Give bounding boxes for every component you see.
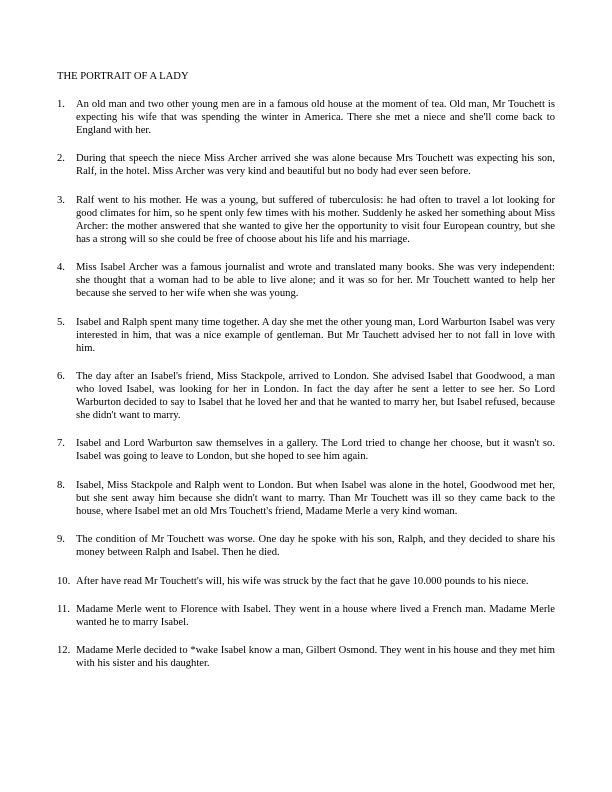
item-text: The day after an Isabel's friend, Miss Stackpole, arrived to London. She advised Isabel that Goodwood, a man who loved Isabel, was looking for her in London. In fact the day after he sent a letter to see her. So Lord Warburton decided to say to Isabel that he loved her and that he wanted to marry her, but Isabel refused, because she didn't want to marry.	[76, 370, 555, 421]
list-item	[57, 98, 555, 137]
item-number: 5.	[57, 316, 65, 328]
item-number: 7.	[57, 438, 65, 450]
item-text: Madame Merle went to Florence with Isabel. They went in a house where lived a French man. Madame Merle wanted he to marry Isabel.	[76, 603, 555, 628]
item-text: Isabel and Lord Warburton saw themselves in a gallery. The Lord tried to change her choose, but it wasn't so. Isabel was going to leave to London, but she hoped to see him again.	[76, 438, 555, 463]
item-text: After have read Mr Touchett's will, his wife was struck by the fact that he gave 10.000 pounds to his niece.	[76, 575, 529, 587]
item-number: 4.	[57, 262, 65, 274]
item-number: 12.	[57, 645, 71, 657]
item-number: 6.	[57, 370, 65, 382]
list-item	[57, 603, 555, 629]
list-item	[57, 533, 555, 559]
item-text: The condition of Mr Touchett was worse. One day he spoke with his son, Ralph, and they decided to share his money between Ralph and Isabel. Then he died.	[76, 534, 555, 559]
item-text: Isabel and Ralph spent many time together. A day she met the other young man, Lord Warburton Isabel was very interested in him, that was a nice example of gentleman. But Mr Tauchett advised her to not fall in love with him.	[76, 316, 555, 354]
item-number: 10.	[57, 575, 71, 587]
list-item	[57, 316, 555, 355]
list-item	[57, 644, 555, 670]
item-number: 11.	[57, 603, 70, 615]
item-text: An old man and two other young men are in a famous old house at the moment of tea. Old man, Mr Touchett is expecting his wife that was spending the winter in America. There she met a niece and she'll come back to England with her.	[76, 99, 555, 136]
document-title: THE PORTRAIT OF A LADY	[57, 71, 189, 82]
list-item	[57, 479, 555, 518]
list-item	[57, 370, 555, 422]
item-number: 1.	[57, 99, 65, 110]
item-text: Ralf went to his mother. He was a young, but suffered of tuberculosis: he had often to travel a lot looking for good climates for him, so he spent only few times with his mother. Suddenly he asked her something about Miss Archer: the mother answered that she wanted to give her the opportunity to visit four European country, but she has a strong will so she could be free of choose about his life and his marriage.	[76, 194, 555, 245]
item-number: 3.	[57, 194, 65, 206]
item-number: 9.	[57, 534, 65, 546]
list-item	[57, 437, 555, 463]
item-text: Isabel, Miss Stackpole and Ralph went to London. But when Isabel was alone in the hotel, Goodwood met her, but she sent away him because she didn't want to marry. Than Mr Touchett was ill so they came back to the house, where Isabel met an old Mrs Touchett's friend, Madame Merle a very kind woman.	[76, 479, 555, 517]
item-text: During that speech the niece Miss Archer arrived she was alone because Mrs Touchett was expecting his son, Ralf, in the hotel. Miss Archer was very kind and beautiful but no body had ever seen before.	[76, 153, 555, 178]
item-number: 8.	[57, 479, 65, 491]
item-number: 2.	[57, 153, 65, 165]
item-text: Miss Isabel Archer was a famous journalist and wrote and translated many books. She was very independent: she thought that a woman had to be able to live alone; and it was so for her. Mr Touchett wanted to help her because she served to her wife when she was young.	[76, 262, 555, 300]
item-text: Madame Merle decided to *wake Isabel know a man, Gilbert Osmond. They went in his house and they met him with his sister and his daughter.	[76, 645, 555, 670]
list-item	[57, 261, 555, 300]
list-item	[57, 575, 555, 588]
list-item	[57, 152, 555, 178]
summary-list	[57, 98, 555, 686]
list-item	[57, 194, 555, 246]
